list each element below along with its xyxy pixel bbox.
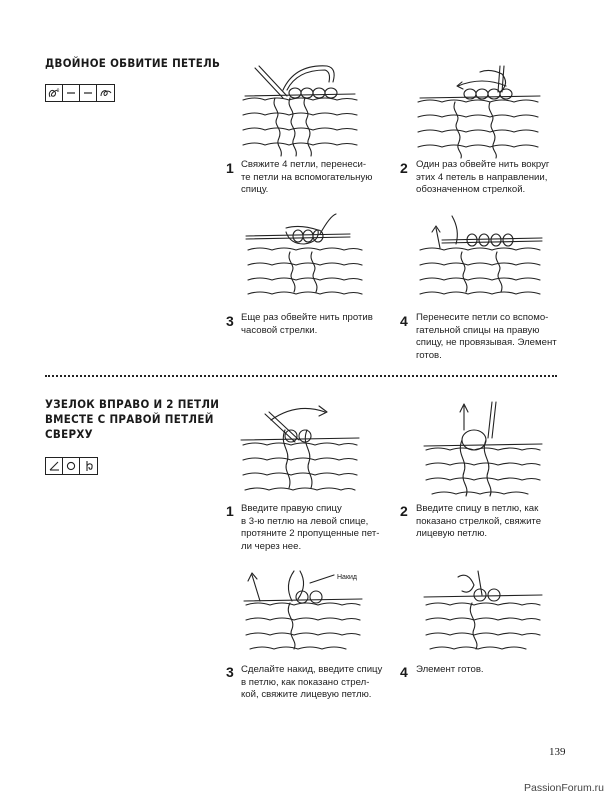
circle-symbol-icon bbox=[63, 458, 80, 474]
section-1-step-2-number: 2 bbox=[400, 160, 408, 176]
watermark: PassionForum.ru bbox=[524, 782, 604, 794]
section-1-chart-symbol bbox=[45, 84, 115, 102]
svg-text:2: 2 bbox=[57, 88, 60, 93]
dash-symbol-icon bbox=[80, 85, 97, 101]
section-2-step-4-text: Элемент готов. bbox=[416, 664, 484, 675]
section-1-step-4-number: 4 bbox=[400, 313, 408, 329]
section-1-step-1-text: Свяжите 4 петли, перенеси- те петли на вспомогательную спицу. bbox=[241, 159, 373, 196]
page-number: 139 bbox=[549, 746, 566, 758]
section-2-step-2-number: 2 bbox=[400, 503, 408, 519]
section-2-step-1-number: 1 bbox=[226, 503, 234, 519]
section-1-step-3-number: 3 bbox=[226, 313, 234, 329]
illustration-s1-step2 bbox=[410, 62, 550, 162]
wrap-end-symbol-icon bbox=[97, 85, 114, 101]
dash-symbol-icon bbox=[63, 85, 80, 101]
section-1-step-1-number: 1 bbox=[226, 160, 234, 176]
twisted-knit-symbol-icon bbox=[80, 458, 97, 474]
section-2-step-3-text: Сделайте накид, введите спицу в петлю, как показано стрел- кой, свяжите лицевую петлю. bbox=[241, 664, 383, 701]
section-1-step-3-text: Еще раз обвейте нить против часовой стрелки. bbox=[241, 312, 373, 336]
illustration-s2-step1 bbox=[235, 400, 365, 500]
illustration-s2-step2 bbox=[418, 400, 548, 500]
section-2-step-1-text: Введите правую спицу в 3-ю петлю на левой спице, протяните 2 пропущенные пет- ли через нее. bbox=[241, 503, 380, 552]
illustration-s1-step3 bbox=[240, 210, 370, 300]
section-divider bbox=[45, 375, 557, 377]
section-2-chart-symbol bbox=[45, 457, 98, 475]
section-2-step-3-number: 3 bbox=[226, 664, 234, 680]
section-1-step-4-text: Перенесите петли со вспомо- гательной спицы на правую спицу, не провязывая. Элемент готов. bbox=[416, 312, 557, 361]
section-1-step-2-text: Один раз обвейте нить вокруг этих 4 петель в направлении, обозначенном стрелкой. bbox=[416, 159, 550, 196]
section-2-step-4-number: 4 bbox=[400, 664, 408, 680]
section-2-step-2-text: Введите спицу в петлю, как показано стрелкой, свяжите лицевую петлю. bbox=[416, 503, 542, 540]
double-wrap-symbol-icon bbox=[46, 85, 63, 101]
yarn-over-callout: Накид bbox=[337, 574, 358, 581]
illustration-s1-step4 bbox=[412, 210, 552, 300]
right-decrease-symbol-icon bbox=[46, 458, 63, 474]
section-2-title: УЗЕЛОК ВПРАВО И 2 ПЕТЛИ ВМЕСТЕ С ПРАВОЙ ПЕТЛЕЙ СВЕРХУ bbox=[45, 397, 220, 441]
illustration-s1-step1 bbox=[235, 60, 365, 160]
illustration-s2-step4 bbox=[418, 565, 548, 655]
section-1-title: ДВОЙНОЕ ОБВИТИЕ ПЕТЕЛЬ bbox=[45, 56, 221, 70]
